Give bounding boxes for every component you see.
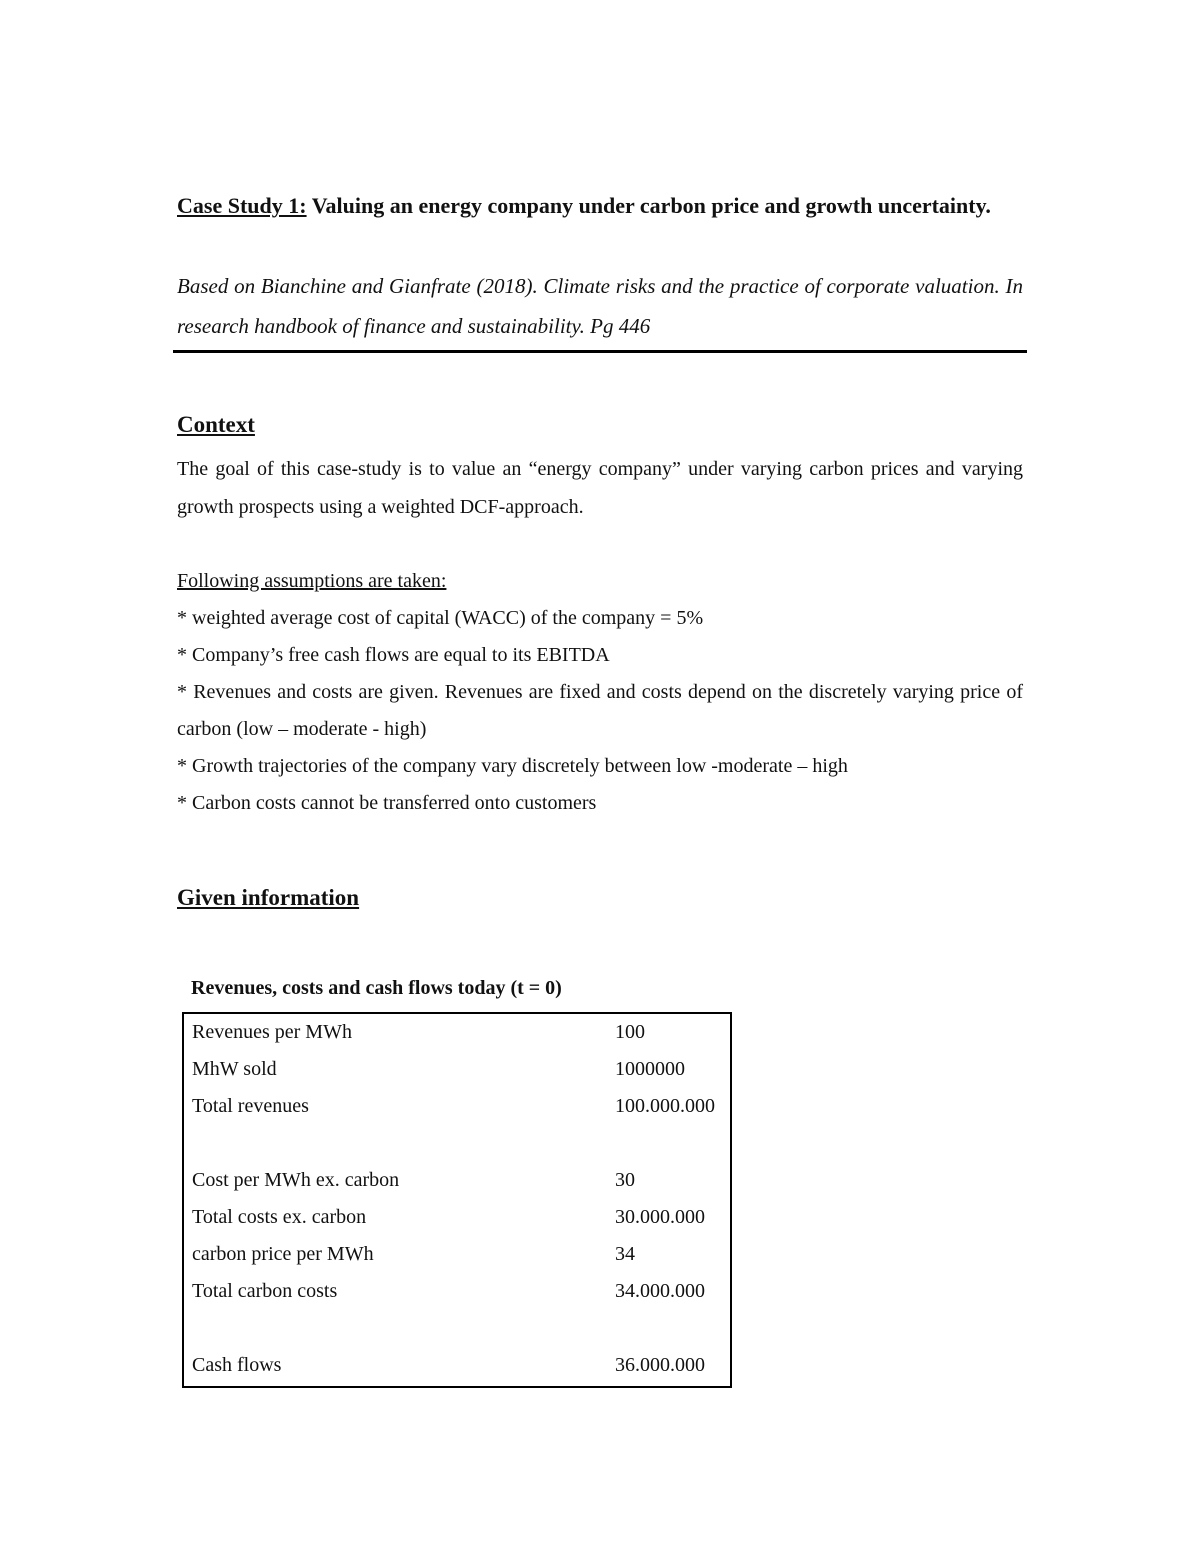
row-value: 30.000.000 [615,1206,705,1228]
row-label: carbon price per MWh [192,1243,374,1265]
assumption-item: * Carbon costs cannot be transferred onto customers [177,792,597,814]
table-row [184,1310,730,1347]
table-row [184,1236,730,1273]
row-value: 100.000.000 [615,1095,715,1117]
assumptions-heading: Following assumptions are taken: [177,570,447,592]
assumption-item: * Company’s free cash flows are equal to its EBITDA [177,644,610,666]
case-study-title [177,186,1023,226]
row-label: Total revenues [192,1095,309,1117]
assumption-item: * weighted average cost of capital (WACC) of the company = 5% [177,607,704,629]
title-text: Valuing an energy company under carbon price and growth uncertainty. [311,193,991,218]
row-value: 34.000.000 [615,1280,705,1302]
cash-flow-table [182,1012,732,1388]
table-row [184,1051,730,1088]
row-label: Cost per MWh ex. carbon [192,1169,400,1191]
row-label: Total costs ex. carbon [192,1206,367,1228]
row-label: MhW sold [192,1058,277,1080]
table-row [184,1347,730,1384]
context-heading: Context [177,412,255,437]
header-divider [173,350,1027,353]
assumption-item: * Revenues and costs are given. Revenues are fixed and costs depend on the discretely varying price of carbon (low – moderate - high) [177,681,1023,740]
row-label: Total carbon costs [192,1280,338,1302]
row-value: 34 [615,1243,635,1265]
row-value: 1000000 [615,1058,685,1080]
table-row [184,1088,730,1125]
context-paragraph: The goal of this case-study is to value an “energy company” under varying carbon prices and varying growth prospects using a weighted DCF-approach. [177,458,1023,518]
row-label: Cash flows [192,1354,282,1376]
assumptions-list [177,600,1023,822]
assumption-item: * Growth trajectories of the company vary discretely between low -moderate – high [177,755,848,777]
table-row [184,1273,730,1310]
table-row [184,1125,730,1162]
row-value: 30 [615,1169,635,1191]
citation: Based on Bianchine and Gianfrate (2018). Climate risks and the practice of corporate valuation. In research handbook of finance and sustainability. Pg 446 [177,274,1023,338]
title-lead: Case Study 1: [177,193,307,218]
row-value: 100 [615,1021,645,1043]
row-value: 36.000.000 [615,1354,705,1376]
table-row [184,1199,730,1236]
table-row [184,1162,730,1199]
table-caption: Revenues, costs and cash flows today (t = 0) [191,977,562,999]
given-information-heading: Given information [177,885,360,910]
table-row [184,1014,730,1051]
row-label: Revenues per MWh [192,1021,352,1043]
